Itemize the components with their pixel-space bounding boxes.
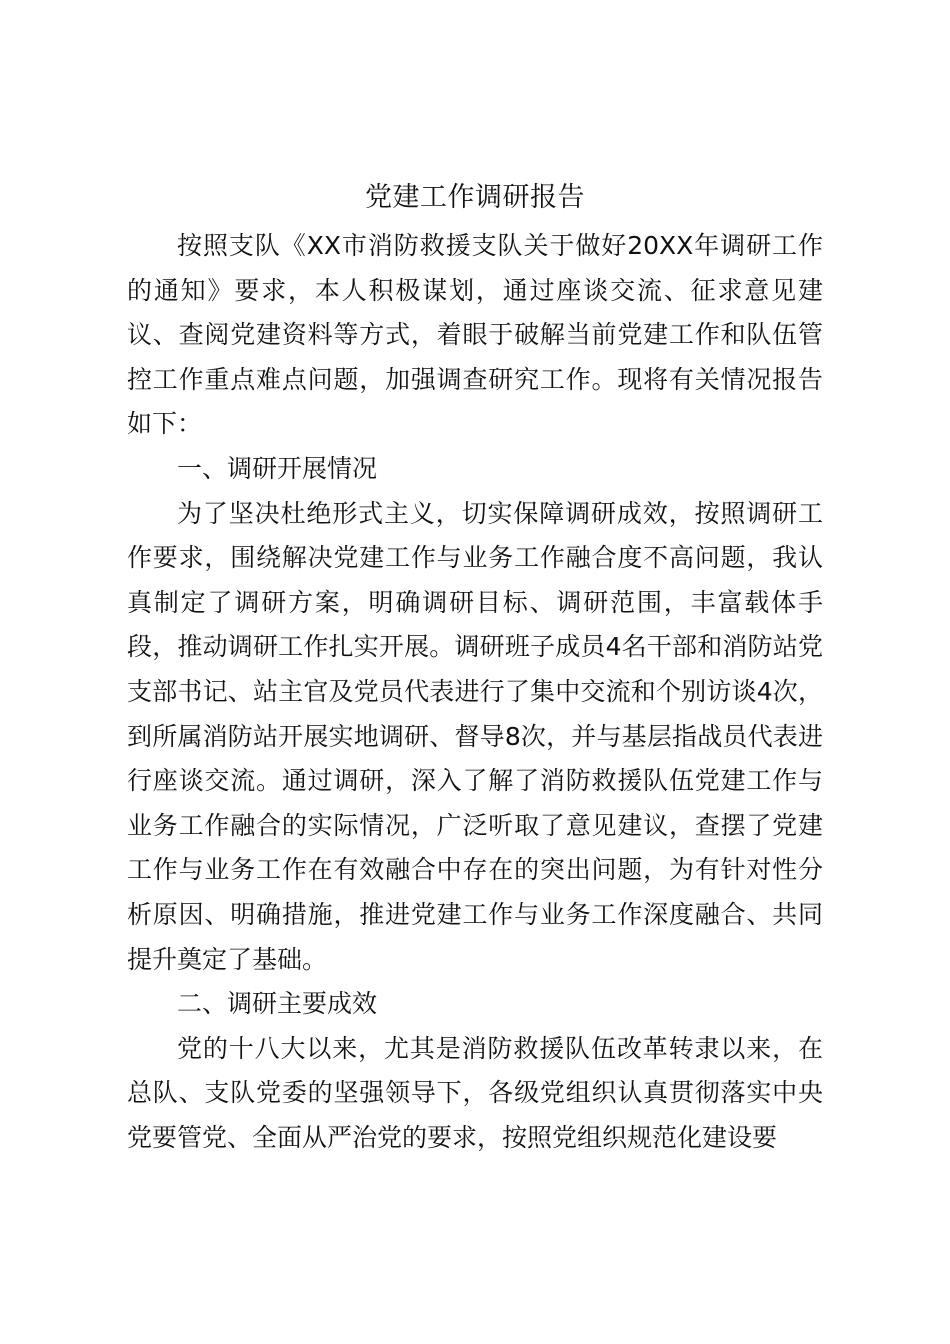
document-title: 党建工作调研报告 [365,182,585,213]
section-1-paragraph: 为了坚决杜绝形式主义，切实保障调研成效，按照调研工作要求，围绕解决党建工作与业务工作融合度不高问题，我认真制定了调研方案，明确调研目标、调研范围，丰富载体手段，推动调研工作扎实开展。调研班子成员4名干部和消防站党支部书记、站主官及党员代表进行了集中交流和个别访谈4次，到所属消防站开展实地调研、督导8次，并与基层指战员代表进行座谈交流。通过调研，深入了解了消防救援队伍党建工作与业务工作融合的实际情况，广泛听取了意见建议，查摆了党建工作与业务工作在有效融合中存在的突出问题，为有针对性分析原因、明确措施，推进党建工作与业务工作深度融合、共同提升奠定了基础。 [127,498,823,974]
section-2-heading: 二、调研主要成效 [177,989,378,1019]
document-body [127,224,823,1160]
section-1-heading: 一、调研开展情况 [177,453,378,483]
intro-paragraph: 按照支队《XX市消防救援支队关于做好20XX年调研工作的通知》要求，本人积极谋划，通过座谈交流、征求意见建议、查阅党建资料等方式，着眼于破解当前党建工作和队伍管控工作重点难点问题，加强调查研究工作。现将有关情况报告如下： [127,231,823,439]
section-2-paragraph: 党的十八大以来，尤其是消防救援队伍改革转隶以来，在总队、支队党委的坚强领导下，各级党组织认真贯彻落实中央党要管党、全面从严治党的要求，按照党组织规范化建设要 [127,1033,823,1152]
